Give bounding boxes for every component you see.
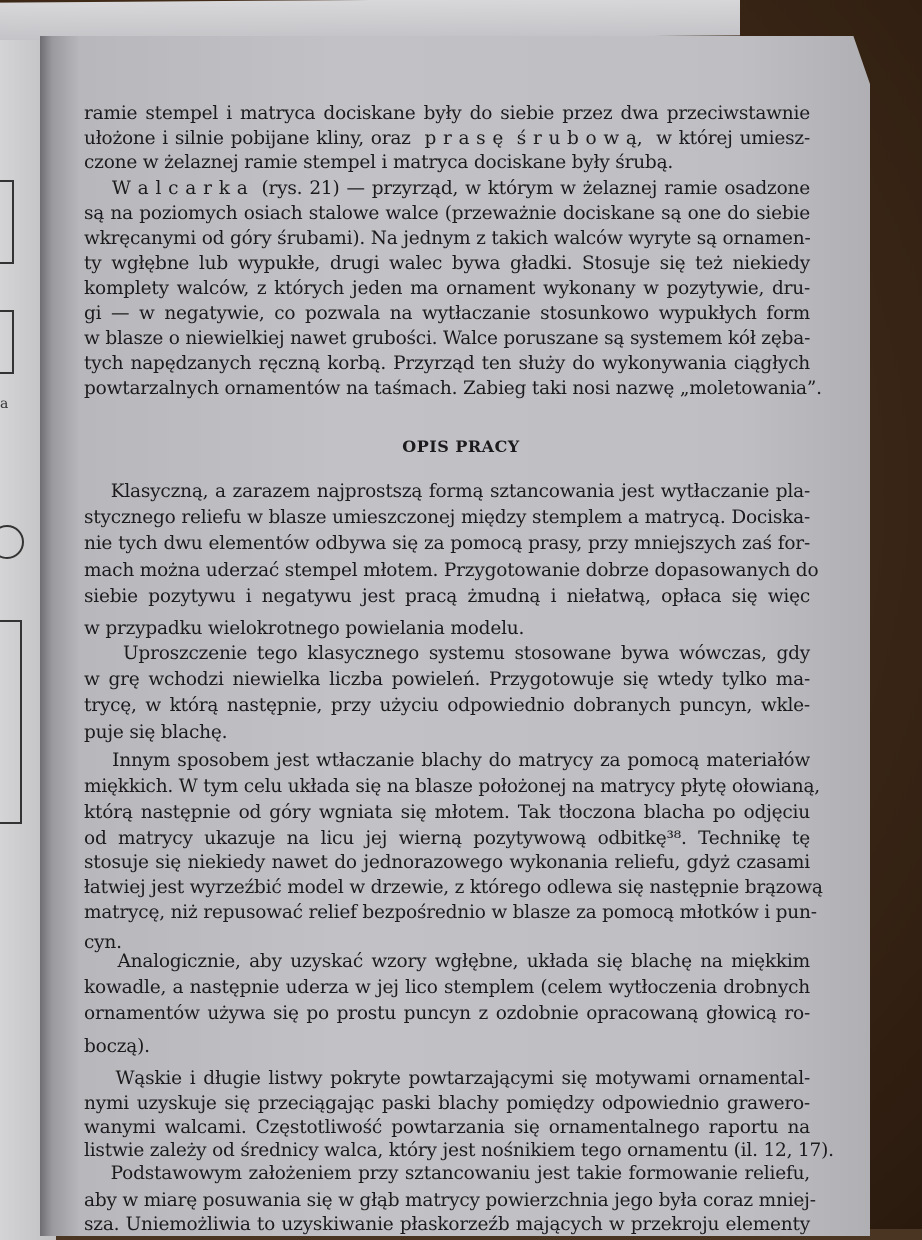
text-line: Uproszczenie tego klasycznego systemu stosowane bywa wówczas, gdy (84, 643, 810, 664)
text-line: mach można uderzać stempel młotem. Przygotowanie dobrze dopasowanych do (84, 560, 819, 581)
text-line: Podstawowym założeniem przy sztancowaniu jest takie formowanie reliefu, (84, 1163, 810, 1184)
text-line: miękkich. W tym celu układa się na blasze położonej na matrycy płytę ołowianą, (84, 776, 820, 797)
text-line: ornamentów używa się po prostu puncyn z ozdobnie opracowaną głowicą ro- (84, 1003, 810, 1024)
text-line: łatwiej jest wyrzeźbić model w drzewie, z którego odlewa się następnie brązową (84, 877, 823, 898)
text-line: w przypadku wielokrotnego powielania modelu. (84, 618, 525, 639)
text-line: sza. Uniemożliwia to uzyskiwanie płaskorzeźb mających w przekroju elementy (84, 1214, 810, 1235)
text-line: kowadle, a następnie uderza w jej lico stemplem (celem wytłoczenia drobnych (84, 977, 810, 998)
left-page-margin-text: a (0, 396, 9, 412)
text-line: Wąskie i długie listwy pokryte powtarzającymi się motywami ornamental- (84, 1068, 810, 1089)
text-line: tych napędzanych ręczną korbą. Przyrząd ten służy do wykonywania ciągłych (84, 353, 810, 374)
text-line: nie tych dwu elementów odbywa się za pomocą prasy, przy mniejszych zaś for- (84, 533, 810, 554)
text-line: wkręcanymi od góry śrubami). Na jednym z takich walców wyryte są ornamen- (84, 228, 811, 249)
text-line: trycę, w którą następnie, przy użyciu odpowiednio dobranych puncyn, wkle- (84, 695, 810, 716)
figure-fragment (0, 525, 24, 559)
text-line: boczą). (84, 1036, 150, 1057)
text-line: czone w żelaznej ramie stempel i matryca dociskane były śrubą. (84, 152, 674, 173)
text-line: komplety walców, z których jeden ma ornament wykonany w pozytywie, dru- (84, 278, 810, 299)
text-line: Klasyczną, a zarazem najprostszą formą sztancowania jest wytłaczanie pla- (84, 481, 810, 502)
text-line: są na poziomych osiach stalowe walce (przeważnie dociskane są one do siebie (84, 203, 810, 224)
text-line: stosuje się niekiedy nawet do jednorazowego wykonania reliefu, gdyż czasami (84, 852, 810, 873)
text-line: puje się blachę. (84, 722, 228, 743)
text-line: siebie pozytywu i negatywu jest pracą żmudną i niełatwą, opłaca się więc (84, 586, 810, 607)
text-line: cyn. (84, 932, 122, 953)
text-line: którą następnie od góry wgniata się młotem. Tak tłoczona blacha po odjęciu (84, 802, 810, 823)
figure-fragment (0, 180, 14, 264)
text-line: w blasze o niewielkiej nawet grubości. Walce poruszane są systemem kół zęba- (84, 328, 811, 349)
text-line: powtarzalnych ornamentów na taśmach. Zabieg taki nosi nazwę „moletowania”. (84, 378, 822, 399)
text-line: nymi uzyskuje się przeciągając paski blachy pomiędzy odpowiednio grawero- (84, 1093, 810, 1114)
text-line: ty wgłębne lub wypukłe, drugi walec bywa gładki. Stosuje się też niekiedy (84, 253, 810, 274)
text-line: Analogicznie, aby uzyskać wzory wgłębne, układa się blachę na miękkim (84, 951, 810, 972)
text-line: stycznego reliefu w blasze umieszczonej między stemplem a matrycą. Dociska- (84, 507, 810, 528)
text-line: wanymi walcami. Częstotliwość powtarzania się ornamentalnego raportu na (84, 1117, 810, 1138)
top-paper-sheet (0, 0, 740, 41)
text-line: listwie zależy od średnicy walca, który jest nośnikiem tego ornamentu (il. 12, 17). (84, 1140, 834, 1161)
figure-fragment (0, 310, 14, 374)
text-line: matrycę, niż repusować relief bezpośrednio w blasze za pomocą młotków i pun- (84, 902, 817, 923)
text-line: od matrycy ukazuje na licu jej wierną pozytywową odbitkę³⁸. Technikę tę (84, 828, 810, 849)
text-line: W a l c a r k a (rys. 21) — przyrząd, w którym w żelaznej ramie osadzone (84, 178, 810, 199)
text-line: Innym sposobem jest wtłaczanie blachy do matrycy za pomocą materiałów (84, 750, 810, 771)
text-line: w grę wchodzi niewielka liczba powieleń. Przygotowuje się wtedy tylko ma- (84, 669, 810, 690)
text-line: ułożone i silnie pobijane kliny, oraz p r a s ę ś r u b o w ą, w której umiesz- (84, 128, 810, 149)
section-heading: OPIS PRACY (402, 437, 520, 456)
text-line: ramie stempel i matryca dociskane były do siebie przez dwa przeciwstawnie (84, 103, 810, 124)
figure-fragment (0, 620, 22, 824)
text-line: aby w miarę posuwania się w głąb matrycy powierzchnia jego była coraz mniej- (84, 1190, 816, 1211)
text-line: gi — w negatywie, co pozwala na wytłaczanie stosunkowo wypukłych form (84, 303, 810, 324)
